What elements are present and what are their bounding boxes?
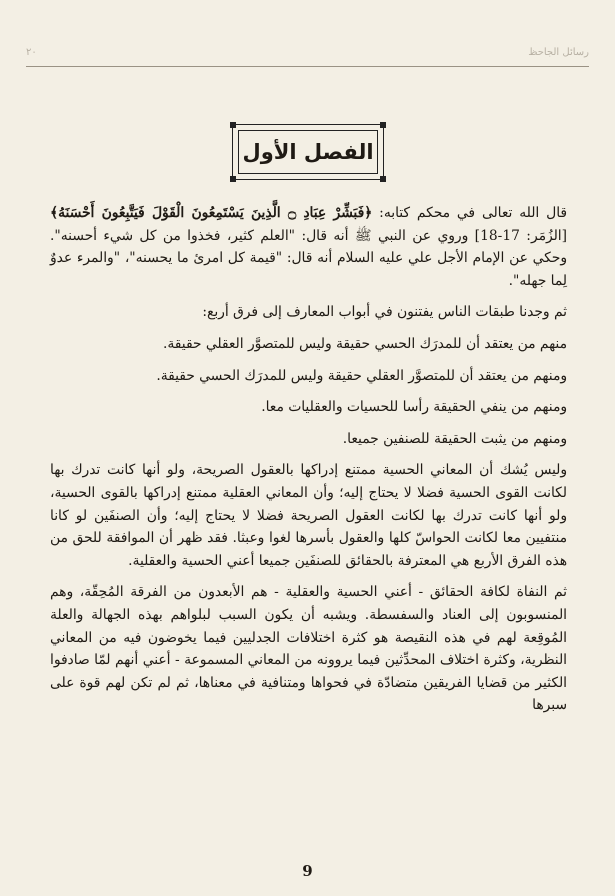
list-item-sect: ومنهم من ينفي الحقيقة رأسا للحسيات والعقليات معا. — [261, 399, 567, 416]
running-header — [26, 47, 589, 61]
body-text — [50, 202, 567, 717]
page-number: 9 — [302, 862, 313, 880]
chapter-title: الفصل الأول — [242, 140, 374, 164]
header-rule — [26, 66, 589, 67]
quran-verse: ﴿فَبَشِّرْ عِبَادِ ۝ الَّذِينَ يَسْتَمِعُونَ الْقَوْلَ فَيَتَّبِعُونَ أَحْسَنَهُ﴾ — [50, 205, 373, 221]
paragraph: ثم النفاة لكافة الحقائق - أعني الحسية والعقلية - هم الأبعدون من الفرقة المُحِقّة، وهم المنسوبون إلى العناد والسفسطة. ويشبه أن يكون السبب لبلواهم بهذه الجهالة والعلة المُوقِعة لهم في هذه النقيصة هو كثرة اختلافات الجدليين فيما يخوضون فيه من المعاني النظرية، وكثرة اختلاف المحدِّثين فيما يروونه من المعاني المسموعة - أعني أنهم لمّا صادفوا الكثير من قضايا الفريقين متضادّة في فحواها ومتنافية في معناها، ثم لم تكن لهم قوة على سبرها — [50, 584, 567, 714]
list-item-sect: ومنهم من يثبت الحقيقة للصنفين جميعا. — [342, 430, 567, 447]
paragraph: وليس يُشك أن المعاني الحسية ممتنع إدراكها بالعقول الصريحة، ولو أنها كانت تدرك بها لكانت القوى الحسية فضلا لا يحتاج إليه؛ وأن المعاني العقلية ممتنع إدراكها بالقوى الحسية، ولو أنها كانت تدرك بها لكانت العقول الصريحة فضلا لا يحتاج إليه؛ وأن الصنفَين لو كانا منتفيين معا لكانت الحواسّ كلها والعقول بأسرها لغوا وعبثا. فقد ظهر أن الموافقة للحق من هذه الفرق الأربع هي المعترفة بالحقائق للصنفَين جميعا أعني الحسية والعقلية. — [50, 462, 567, 569]
chapter-title-frame — [232, 124, 384, 180]
paragraph-opening — [50, 202, 567, 292]
frame-corner-ornament — [230, 122, 236, 128]
paragraph: ثم وجدنا طبقات الناس يفتنون في أبواب المعارف إلى فرق أربع: — [202, 304, 567, 321]
frame-corner-ornament — [380, 122, 386, 128]
header-faded-left: ٢٠ — [26, 47, 37, 58]
header-faded-right: رسائل الجاحظ — [528, 47, 589, 58]
frame-corner-ornament — [230, 176, 236, 182]
paragraph-opening-rest: [الزُمَر: 17-18] وروي عن النبي ﷺ أنه قال: "العلم كثير، فخذوا من كل شيء أحسنه". وحكي عن الإمام الأجل علي عليه السلام أنه قال: "قيمة كل امرئ ما يحسنه"، "والمرء عدوٌ لِما جهله". — [50, 227, 567, 289]
paragraph-intro: قال الله تعالى في محكم كتابه: — [372, 205, 568, 221]
frame-corner-ornament — [380, 176, 386, 182]
list-item-sect: ومنهم من يعتقد أن للمتصوَّر العقلي حقيقة وليس للمدرَك الحسي حقيقة. — [156, 367, 567, 384]
list-item-sect: منهم من يعتقد أن للمدرَك الحسي حقيقة وليس للمتصوَّر العقلي حقيقة. — [163, 335, 567, 352]
